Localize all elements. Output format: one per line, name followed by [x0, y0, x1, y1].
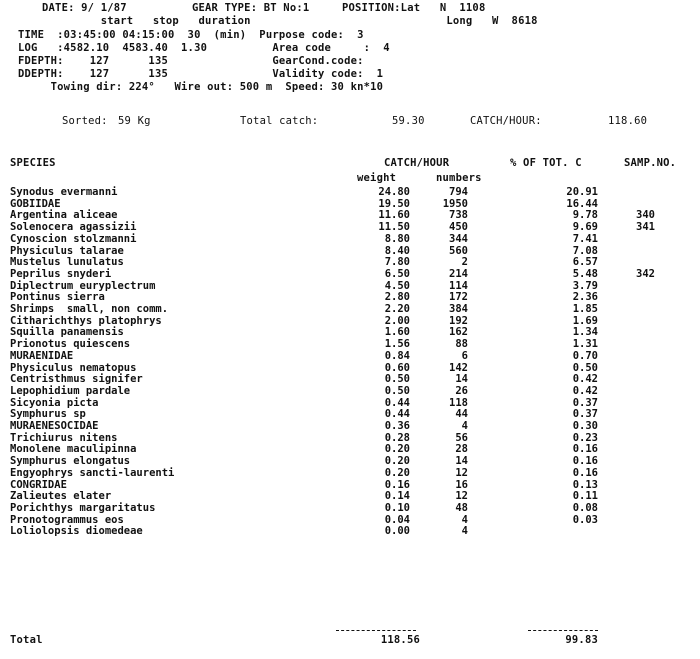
species-name: Physiculus talarae [10, 245, 124, 257]
header-fdepth-line: FDEPTH: 127 135 GearCond.code: [18, 55, 364, 67]
species-name: Sicyonia picta [10, 397, 99, 409]
sample-number: 342 [636, 268, 655, 280]
species-name: MURAENESOCIDAE [10, 420, 99, 432]
species-name: Lepophidium pardale [10, 385, 131, 397]
pct-of-total: 1.85 [572, 303, 598, 315]
catch-weight: 2.00 [384, 315, 410, 327]
header-log-line: LOG :4582.10 4583.40 1.30 Area code : 4 [18, 42, 390, 54]
pct-of-total: 0.16 [572, 467, 598, 479]
total-pct: 99.83 [565, 634, 598, 646]
catch-numbers: 16 [455, 479, 468, 491]
catch-numbers: 4 [461, 420, 468, 432]
pct-of-total: 9.78 [572, 209, 598, 221]
species-name: Trichiurus nitens [10, 432, 118, 444]
catch-weight: 0.44 [384, 397, 410, 409]
catch-weight: 0.04 [384, 514, 410, 526]
total-catch-value: 59.30 [392, 115, 425, 127]
species-name: Physiculus nematopus [10, 362, 137, 374]
species-name: Squilla panamensis [10, 326, 124, 338]
catch-numbers: 48 [455, 502, 468, 514]
pct-of-total: 0.42 [572, 385, 598, 397]
col-catch-hour-header: CATCH/HOUR [384, 157, 450, 169]
species-name: Prionotus quiescens [10, 338, 131, 350]
catch-weight: 11.50 [378, 221, 410, 233]
pct-of-total: 0.03 [572, 514, 598, 526]
sample-number: 340 [636, 209, 655, 221]
catch-weight: 0.20 [384, 455, 410, 467]
catch-numbers: 44 [455, 408, 468, 420]
catch-weight: 2.20 [384, 303, 410, 315]
pct-of-total: 0.16 [572, 443, 598, 455]
total-label: Total [10, 634, 43, 646]
catch-weight: 6.50 [384, 268, 410, 280]
catch-hour-value: 118.60 [608, 115, 648, 127]
species-name: Pronotogrammus eos [10, 514, 124, 526]
catch-weight: 24.80 [378, 186, 410, 198]
catch-numbers: 118 [449, 397, 468, 409]
species-name: Solenocera agassizii [10, 221, 137, 233]
sample-number: 341 [636, 221, 655, 233]
species-name: Loliolopsis diomedeae [10, 525, 143, 537]
header-ddepth-line: DDEPTH: 127 135 Validity code: 1 [18, 68, 384, 80]
pct-of-total: 0.16 [572, 455, 598, 467]
catch-weight: 8.40 [384, 245, 410, 257]
pct-of-total: 0.13 [572, 479, 598, 491]
pct-of-total: 5.48 [572, 268, 598, 280]
catch-numbers: 4 [461, 525, 468, 537]
catch-numbers: 738 [449, 209, 468, 221]
catch-weight: 0.14 [384, 490, 410, 502]
catch-weight: 0.10 [384, 502, 410, 514]
header-start-stop-line: start stop duration Long W 8618 [42, 15, 538, 27]
header-towing-line: Towing dir: 224° Wire out: 500 m Speed: 30 kn*10 [18, 81, 384, 93]
catch-numbers: 14 [455, 455, 468, 467]
species-name: Monolene maculipinna [10, 443, 137, 455]
header-time-line: TIME :03:45:00 04:15:00 30 (min) Purpose code: 3 [18, 29, 364, 41]
catch-weight: 4.50 [384, 280, 410, 292]
catch-numbers: 172 [449, 291, 468, 303]
catch-numbers: 12 [455, 467, 468, 479]
col-samp-header: SAMP.NO. [624, 157, 677, 169]
pct-of-total: 0.37 [572, 397, 598, 409]
pct-of-total: 0.30 [572, 420, 598, 432]
species-name: MURAENIDAE [10, 350, 74, 362]
header-date-line: DATE: 9/ 1/87 GEAR TYPE: BT No:1 POSITION:Lat N 1108 [42, 2, 486, 14]
catch-weight: 0.60 [384, 362, 410, 374]
species-name: Diplectrum euryplectrum [10, 280, 156, 292]
col-species-header: SPECIES [10, 157, 56, 169]
species-name: Porichthys margaritatus [10, 502, 156, 514]
pct-of-total: 9.69 [572, 221, 598, 233]
catch-numbers: 384 [449, 303, 468, 315]
catch-weight: 19.50 [378, 198, 410, 210]
species-name: Peprilus snyderi [10, 268, 112, 280]
pct-of-total: 1.34 [572, 326, 598, 338]
species-name: Synodus evermanni [10, 186, 118, 198]
pct-of-total: 16.44 [566, 198, 598, 210]
catch-numbers: 14 [455, 373, 468, 385]
species-name: Argentina aliceae [10, 209, 118, 221]
species-name: Zalieutes elater [10, 490, 112, 502]
species-name: CONGRIDAE [10, 479, 67, 491]
pct-of-total: 0.50 [572, 362, 598, 374]
catch-numbers: 4 [461, 514, 468, 526]
pct-of-total: 2.36 [572, 291, 598, 303]
catch-weight: 0.20 [384, 467, 410, 479]
pct-of-total: 3.79 [572, 280, 598, 292]
species-name: Shrimps small, non comm. [10, 303, 169, 315]
catch-numbers: 794 [449, 186, 468, 198]
pct-of-total: 6.57 [572, 256, 598, 268]
pct-of-total: 20.91 [566, 186, 598, 198]
catch-numbers: 560 [449, 245, 468, 257]
pct-of-total: 0.42 [572, 373, 598, 385]
catch-numbers: 214 [449, 268, 468, 280]
pct-of-total: 7.08 [572, 245, 598, 257]
catch-weight: 2.80 [384, 291, 410, 303]
catch-numbers: 142 [449, 362, 468, 374]
catch-weight: 1.60 [384, 326, 410, 338]
total-weight: 118.56 [380, 634, 420, 646]
catch-weight: 8.80 [384, 233, 410, 245]
species-name: Citharichthys platophrys [10, 315, 162, 327]
catch-numbers: 6 [461, 350, 468, 362]
species-name: Engyophrys sancti-laurenti [10, 467, 175, 479]
col-pct-header: % OF TOT. C [510, 157, 582, 169]
catch-numbers: 114 [449, 280, 468, 292]
catch-weight: 0.44 [384, 408, 410, 420]
pct-of-total: 1.31 [572, 338, 598, 350]
total-pct-divider [528, 630, 598, 631]
catch-numbers: 12 [455, 490, 468, 502]
sorted-label: Sorted: [62, 115, 108, 127]
catch-weight: 0.36 [384, 420, 410, 432]
total-weight-divider [336, 630, 416, 631]
sub-numbers-header: numbers [436, 172, 482, 184]
catch-numbers: 88 [455, 338, 468, 350]
catch-weight: 11.60 [378, 209, 410, 221]
sorted-value: 59 Kg [118, 115, 151, 127]
pct-of-total: 0.70 [572, 350, 598, 362]
species-name: Symphurus sp [10, 408, 86, 420]
catch-numbers: 344 [449, 233, 468, 245]
sub-weight-header: weight [357, 172, 397, 184]
total-catch-label: Total catch: [240, 115, 319, 127]
catch-numbers: 28 [455, 443, 468, 455]
species-name: Symphurus elongatus [10, 455, 131, 467]
catch-hour-label: CATCH/HOUR: [470, 115, 542, 127]
catch-weight: 7.80 [384, 256, 410, 268]
catch-weight: 0.16 [384, 479, 410, 491]
catch-weight: 0.28 [384, 432, 410, 444]
catch-weight: 0.50 [384, 373, 410, 385]
catch-numbers: 192 [449, 315, 468, 327]
catch-numbers: 450 [449, 221, 468, 233]
pct-of-total: 1.69 [572, 315, 598, 327]
catch-weight: 0.50 [384, 385, 410, 397]
catch-numbers: 2 [461, 256, 468, 268]
catch-numbers: 26 [455, 385, 468, 397]
pct-of-total: 0.23 [572, 432, 598, 444]
species-name: Pontinus sierra [10, 291, 105, 303]
pct-of-total: 0.11 [572, 490, 598, 502]
species-name: Centristhmus signifer [10, 373, 143, 385]
species-name: Mustelus lunulatus [10, 256, 124, 268]
pct-of-total: 0.37 [572, 408, 598, 420]
species-name: GOBIIDAE [10, 198, 61, 210]
catch-weight: 0.84 [384, 350, 410, 362]
catch-numbers: 56 [455, 432, 468, 444]
catch-weight: 0.00 [384, 525, 410, 537]
catch-numbers: 162 [449, 326, 468, 338]
catch-weight: 1.56 [384, 338, 410, 350]
catch-weight: 0.20 [384, 443, 410, 455]
catch-numbers: 1950 [442, 198, 468, 210]
species-name: Cynoscion stolzmanni [10, 233, 137, 245]
pct-of-total: 0.08 [572, 502, 598, 514]
pct-of-total: 7.41 [572, 233, 598, 245]
